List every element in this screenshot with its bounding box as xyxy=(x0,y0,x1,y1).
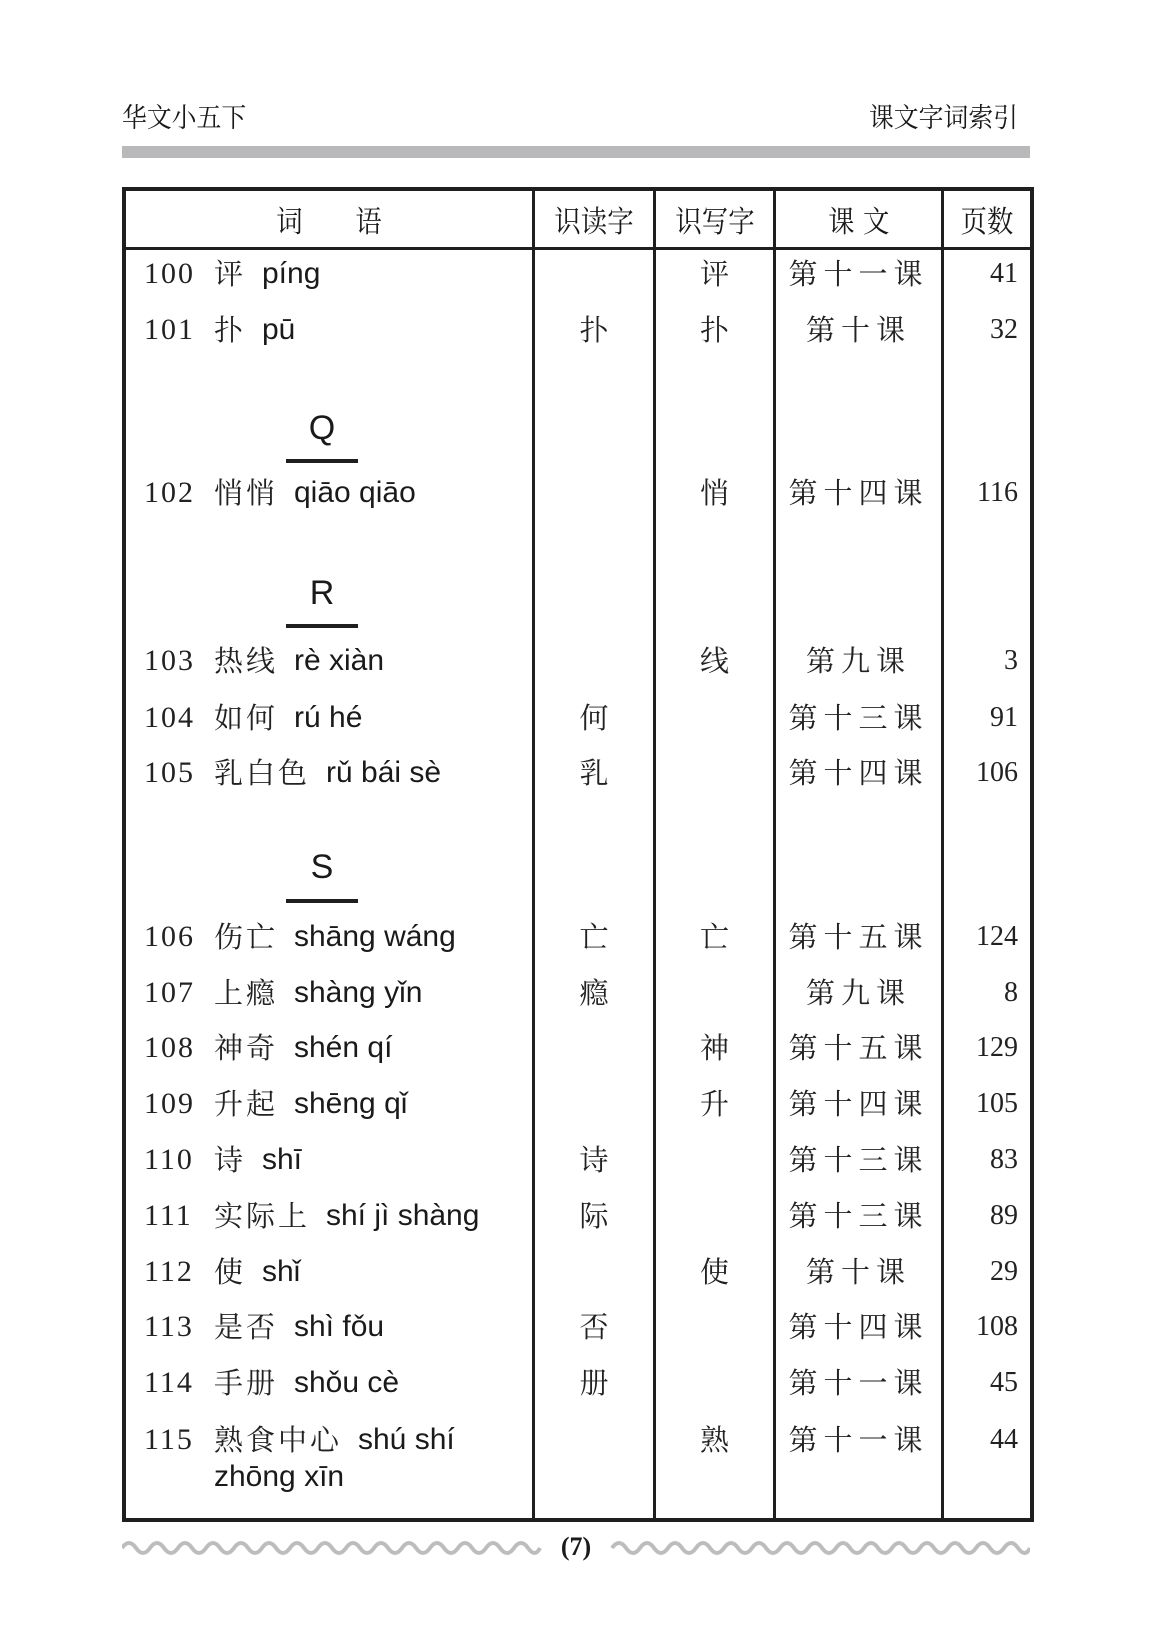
entry-number: 106 xyxy=(144,920,195,953)
write-char: 线 xyxy=(699,644,729,678)
entry-word: 手册 xyxy=(214,1366,279,1400)
read-char xyxy=(535,471,653,515)
read-char: 册 xyxy=(579,1366,609,1400)
lesson: 第十四课 xyxy=(788,1087,929,1121)
entry-pinyin: shǒu cè xyxy=(294,1366,400,1399)
page-number-cell: 83 xyxy=(990,1144,1018,1175)
entry-word: 扑 xyxy=(214,313,247,347)
lesson: 第九课 xyxy=(805,644,911,678)
entry-pinyin: shāng wáng xyxy=(294,920,456,953)
entry-number: 108 xyxy=(144,1031,195,1064)
write-char xyxy=(656,1305,773,1349)
write-char xyxy=(656,1138,773,1182)
entry-pinyin: rè xiàn xyxy=(294,644,385,677)
entry-pinyin: shí jì shàng xyxy=(326,1199,480,1232)
entry-number: 109 xyxy=(144,1087,195,1120)
entry-pinyin: shēng qǐ xyxy=(294,1087,408,1120)
page-number-cell: 29 xyxy=(990,1256,1018,1287)
read-char: 亡 xyxy=(579,920,609,954)
entry-pinyin: shì fǒu xyxy=(294,1310,385,1343)
page-number-cell: 116 xyxy=(977,477,1018,508)
entry-number: 105 xyxy=(144,756,195,789)
read-char xyxy=(535,1026,653,1070)
entry-number: 107 xyxy=(144,976,195,1009)
write-char: 悄 xyxy=(699,476,729,510)
entry-number: 112 xyxy=(144,1255,194,1288)
entry-number: 104 xyxy=(144,701,195,734)
word-index-table xyxy=(122,187,1034,1522)
entry-number: 111 xyxy=(144,1199,193,1232)
write-char: 评 xyxy=(699,257,729,291)
lesson: 第十四课 xyxy=(788,476,929,510)
entry-word: 神奇 xyxy=(214,1031,279,1065)
entry-word: 升起 xyxy=(214,1087,279,1121)
page-number-cell: 106 xyxy=(976,757,1018,788)
lesson: 第九课 xyxy=(805,976,911,1010)
column-header-page: 页数 xyxy=(960,205,1014,240)
column-header-lesson: 课 文 xyxy=(827,205,890,240)
section-letter-underline xyxy=(286,459,358,463)
entry-number: 101 xyxy=(144,313,195,346)
write-char xyxy=(656,1194,773,1238)
entry-word: 使 xyxy=(214,1255,247,1289)
page-number-cell: 124 xyxy=(976,921,1018,952)
write-char xyxy=(656,1361,773,1405)
page-number-cell: 44 xyxy=(990,1424,1018,1455)
column-header-read-char: 识读字 xyxy=(554,205,634,240)
section-title: 课文字词索引 xyxy=(868,103,1018,134)
lesson: 第十一课 xyxy=(788,1366,929,1400)
write-char: 神 xyxy=(699,1031,729,1065)
lesson: 第十一课 xyxy=(788,1423,929,1457)
read-char: 际 xyxy=(579,1199,609,1233)
lesson: 第十三课 xyxy=(788,1143,929,1177)
page-number-cell: 3 xyxy=(1004,645,1018,676)
write-char xyxy=(656,751,773,795)
book-title: 华文小五下 xyxy=(122,103,247,134)
entry-word: 热线 xyxy=(214,644,279,678)
page-footer xyxy=(122,1532,1030,1566)
entry-word: 是否 xyxy=(214,1310,279,1344)
lesson: 第十课 xyxy=(805,1255,911,1289)
write-char: 扑 xyxy=(699,313,729,347)
entry-pinyin: shǐ xyxy=(262,1255,301,1288)
entry-word: 熟食中心 xyxy=(214,1423,343,1457)
read-char xyxy=(535,1418,653,1462)
entry-pinyin: shén qí xyxy=(294,1031,393,1064)
lesson: 第十课 xyxy=(805,313,911,347)
entry-word: 实际上 xyxy=(214,1199,311,1233)
write-char: 熟 xyxy=(699,1423,729,1457)
section-letter-r: R xyxy=(309,574,335,612)
column-header-word: 词 语 xyxy=(276,205,382,240)
lesson: 第十三课 xyxy=(788,1199,929,1233)
page-number-cell: 108 xyxy=(976,1311,1018,1342)
entry-pinyin: rǔ bái sè xyxy=(326,756,442,789)
entry-pinyin: pū xyxy=(262,313,296,346)
lesson: 第十三课 xyxy=(788,701,929,735)
page-number-cell: 105 xyxy=(976,1088,1018,1119)
entry-number: 102 xyxy=(144,476,195,509)
entry-pinyin: rú hé xyxy=(294,701,363,734)
page-number-cell: 32 xyxy=(990,314,1018,345)
section-letter-q: Q xyxy=(308,409,336,447)
lesson: 第十五课 xyxy=(788,920,929,954)
entry-number: 114 xyxy=(144,1366,194,1399)
lesson: 第十四课 xyxy=(788,1310,929,1344)
entry-number: 110 xyxy=(144,1143,194,1176)
read-char xyxy=(535,639,653,683)
entry-word: 悄悄 xyxy=(214,476,279,510)
entry-number: 113 xyxy=(144,1310,194,1343)
section-letter-underline xyxy=(286,899,358,903)
read-char xyxy=(535,1082,653,1126)
read-char: 瘾 xyxy=(579,976,609,1010)
entry-pinyin: shú shí xyxy=(358,1423,455,1456)
entry-word: 诗 xyxy=(214,1143,247,1177)
write-char: 亡 xyxy=(699,920,729,954)
entry-word: 伤亡 xyxy=(214,920,279,954)
write-char xyxy=(656,696,773,740)
section-letter-s: S xyxy=(310,848,334,886)
page-number-cell: 8 xyxy=(1004,977,1018,1008)
entry-pinyin: píng xyxy=(262,257,321,290)
write-char xyxy=(656,971,773,1015)
entry-word: 评 xyxy=(214,257,247,291)
entry-pinyin: qiāo qiāo xyxy=(294,476,416,509)
write-char: 升 xyxy=(699,1087,729,1121)
section-letter-underline xyxy=(286,624,358,628)
page-number-cell: 41 xyxy=(990,258,1018,289)
read-char: 何 xyxy=(579,701,609,735)
header-row-divider xyxy=(126,247,1030,250)
header-divider-bar xyxy=(122,146,1030,158)
entry-pinyin: shī xyxy=(262,1143,303,1176)
entry-word: 乳白色 xyxy=(214,756,311,790)
lesson: 第十一课 xyxy=(788,257,929,291)
read-char: 乳 xyxy=(579,756,609,790)
page-number: (7) xyxy=(547,1532,605,1562)
entry-word: 如何 xyxy=(214,701,279,735)
entry-pinyin: shàng yǐn xyxy=(294,976,423,1009)
entry-number: 115 xyxy=(144,1423,194,1456)
lesson: 第十五课 xyxy=(788,1031,929,1065)
entry-word: 上瘾 xyxy=(214,976,279,1010)
entry-number: 100 xyxy=(144,257,195,290)
page-number-cell: 89 xyxy=(990,1200,1018,1231)
write-char: 使 xyxy=(699,1255,729,1289)
read-char xyxy=(535,1250,653,1294)
page-number-cell: 45 xyxy=(990,1367,1018,1398)
page-number-cell: 91 xyxy=(990,702,1018,733)
read-char: 诗 xyxy=(579,1143,609,1177)
entry-number: 103 xyxy=(144,644,195,677)
entry-pinyin-continued: zhōng xīn xyxy=(214,1460,345,1493)
read-char: 否 xyxy=(579,1310,609,1344)
read-char xyxy=(535,252,653,296)
read-char: 扑 xyxy=(579,313,609,347)
page-number-cell: 129 xyxy=(976,1032,1018,1063)
lesson: 第十四课 xyxy=(788,756,929,790)
column-header-write-char: 识写字 xyxy=(674,205,755,240)
